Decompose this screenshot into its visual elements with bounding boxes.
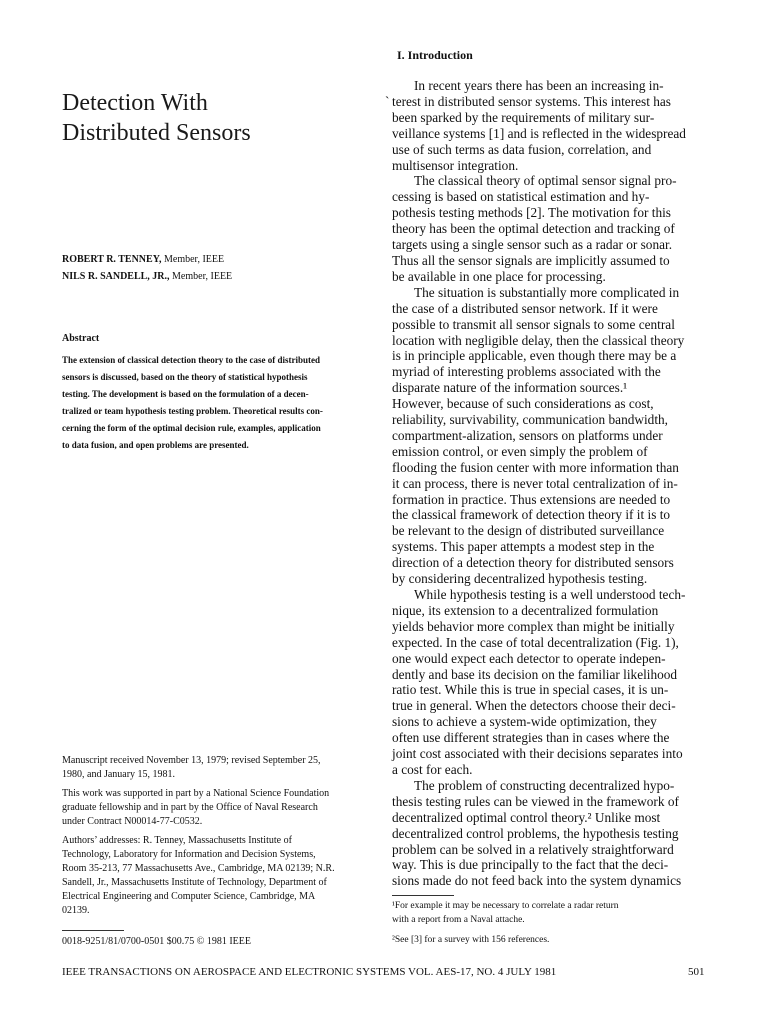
body-line: multisensor integration. xyxy=(392,157,519,173)
author-name: ROBERT R. TENNEY, xyxy=(62,254,162,265)
body-line: pothesis testing methods [2]. The motivation for this xyxy=(392,205,671,221)
body-line: nique, its extension to a decentralized formulation xyxy=(392,602,659,618)
footnotes xyxy=(392,899,619,947)
abstract-line: tralized or team hypothesis testing problem. Theoretical results con- xyxy=(62,406,323,416)
body-line: decentralized optimal control theory.² Unlike most xyxy=(392,809,661,825)
body-line: In recent years there has been an increasing in- xyxy=(414,78,664,93)
note-line: Manuscript received November 13, 1979; revised September 25, xyxy=(62,755,321,766)
note-line: 1980, and January 15, 1981. xyxy=(62,769,176,780)
body-text xyxy=(385,78,686,889)
body-line: terest in distributed sensor systems. This interest has xyxy=(392,93,671,109)
body-line: possible to transmit all sensor signals to some central xyxy=(392,316,675,332)
body-line: one would expect each detector to operate indepen- xyxy=(392,650,666,666)
body-line: veillance systems [1] and is reflected in the widespread xyxy=(392,125,686,141)
abstract-line: to data fusion, and open problems are presented. xyxy=(62,440,249,450)
body-line: systems. This paper attempts a modest step in the xyxy=(392,539,655,555)
note-line: This work was supported in part by a National Science Foundation xyxy=(62,788,330,799)
note-line: graduate fellowship and in part by the Office of Naval Research xyxy=(62,802,318,813)
body-line: the case of a distributed sensor network. If it were xyxy=(392,300,658,316)
body-line: Thus all the sensor signals are implicitly assumed to xyxy=(392,252,670,268)
copyright-rule xyxy=(62,930,124,931)
body-line: often use different strategies than in cases where the xyxy=(392,730,670,746)
note-line: 02139. xyxy=(62,905,90,916)
author-name: NILS R. SANDELL, JR., xyxy=(62,271,170,282)
body-line: reliability, survivability, communication bandwidth, xyxy=(392,412,668,428)
body-line: yields behavior more complex than might be initially xyxy=(392,618,675,634)
body-line: it can process, there is never total centralization of in- xyxy=(392,475,678,491)
body-line: myriad of interesting problems associated with the xyxy=(392,364,661,380)
body-line: However, because of such considerations as cost, xyxy=(392,396,654,412)
copyright-line: 0018-9251/81/0700-0501 $00.75 © 1981 IEEE xyxy=(62,936,251,947)
note-line: Room 35-213, 77 Massachusetts Ave., Cambridge, MA 02139; N.R. xyxy=(62,863,335,874)
author-2 xyxy=(62,268,232,285)
body-line: joint cost associated with their decisions separates into xyxy=(392,746,683,762)
author-1 xyxy=(62,251,232,268)
abstract-line: sensors is discussed, based on the theory of statistical hypothesis xyxy=(62,372,308,382)
body-line: location with negligible delay, then the classical theory xyxy=(392,332,685,348)
abstract-line: The extension of classical detection theory to the case of distributed xyxy=(62,355,320,365)
body-line: sions to achieve a system-wide optimization, they xyxy=(392,714,657,730)
note-line: Sandell, Jr., Massachusetts Institute of Technology, Department of xyxy=(62,877,327,888)
body-line: decentralized control problems, the hypothesis testing xyxy=(392,825,679,841)
body-line: The classical theory of optimal sensor signal pro- xyxy=(414,173,677,189)
body-line: expected. In the case of total decentralization (Fig. 1), xyxy=(392,634,679,650)
author-role: Member, IEEE xyxy=(161,254,225,265)
body-line: disparate nature of the information sources.¹ xyxy=(392,380,628,396)
body-line: the classical framework of detection theory if it is to xyxy=(392,507,671,523)
abstract-heading: Abstract xyxy=(62,333,100,344)
body-line: direction of a detection theory for distributed sensors xyxy=(392,555,674,571)
article-title xyxy=(62,88,251,148)
abstract-line: cerning the form of the optimal decision rule, examples, application xyxy=(62,423,321,433)
abstract-line: testing. The development is based on the formulation of a decen- xyxy=(62,389,309,399)
title-line-1: Detection With xyxy=(62,90,208,116)
body-line: targets using a single sensor such as a radar or sonar. xyxy=(392,237,673,253)
page-number: 501 xyxy=(688,966,705,978)
note-line: Electrical Engineering and Computer Science, Cambridge, MA xyxy=(62,891,316,902)
body-line: true in general. When the detectors choose their deci- xyxy=(392,698,676,714)
body-line: The problem of constructing decentralized hypo- xyxy=(414,777,675,793)
body-line: be relevant to the design of distributed surveillance xyxy=(392,523,665,539)
body-line: ratio test. While this is true in special cases, it is un- xyxy=(392,682,669,698)
body-line: The situation is substantially more complicated in xyxy=(414,284,680,300)
body-line: dently and base its decision on the familiar likelihood xyxy=(392,666,678,682)
footnote-line: ²See [3] for a survey with 156 references. xyxy=(392,935,550,945)
abstract-body xyxy=(62,352,378,454)
body-line: theory has been the optimal detection and tracking of xyxy=(392,221,675,237)
body-line: a cost for each. xyxy=(392,761,473,777)
body-line: flooding the fusion center with more information than xyxy=(392,459,679,475)
body-line: emission control, or even simply the problem of xyxy=(392,443,648,459)
body-line: been sparked by the requirements of military sur- xyxy=(392,109,655,125)
body-line: While hypothesis testing is a well understood tech- xyxy=(414,587,686,602)
footnote-rule xyxy=(392,895,454,896)
body-line: cessing is based on statistical estimation and hy- xyxy=(392,189,650,205)
author-role: Member, IEEE xyxy=(169,271,233,282)
body-line-wrap xyxy=(385,93,686,110)
body-line: use of such terms as data fusion, correlation, and xyxy=(392,141,652,157)
stray-mark: ` xyxy=(385,93,390,109)
body-line: by considering decentralized hypothesis testing. xyxy=(392,571,648,587)
body-line: sions made do not feed back into the system dynamics xyxy=(392,873,682,889)
section-heading: I. Introduction xyxy=(397,48,473,62)
body-line: is in principle applicable, even though there may be a xyxy=(392,348,677,364)
note-line: Authors’ addresses: R. Tenney, Massachusetts Institute of xyxy=(62,835,292,846)
footnote-line: ¹For example it may be necessary to correlate a radar return xyxy=(392,901,619,911)
title-line-2: Distributed Sensors xyxy=(62,120,251,146)
body-line: formation in practice. Thus extensions are needed to xyxy=(392,491,671,507)
manuscript-notes xyxy=(62,754,335,918)
body-line: be available in one place for processing. xyxy=(392,268,606,284)
running-footer: IEEE TRANSACTIONS ON AEROSPACE AND ELECTRONIC SYSTEMS VOL. AES-17, NO. 4 JULY 1981 xyxy=(62,966,557,978)
body-line: problem can be solved in a relatively straightforward xyxy=(392,841,674,857)
note-line: under Contract N00014-77-C0532. xyxy=(62,816,203,827)
note-line: Technology, Laboratory for Information and Decision Systems, xyxy=(62,849,316,860)
body-line: thesis testing rules can be viewed in the framework of xyxy=(392,793,679,809)
footnote-line: with a report from a Naval attache. xyxy=(392,915,525,925)
body-line: way. This is due principally to the fact that the deci- xyxy=(392,857,669,873)
body-line: compartment-alization, sensors on platforms under xyxy=(392,427,663,443)
author-list xyxy=(62,251,232,285)
